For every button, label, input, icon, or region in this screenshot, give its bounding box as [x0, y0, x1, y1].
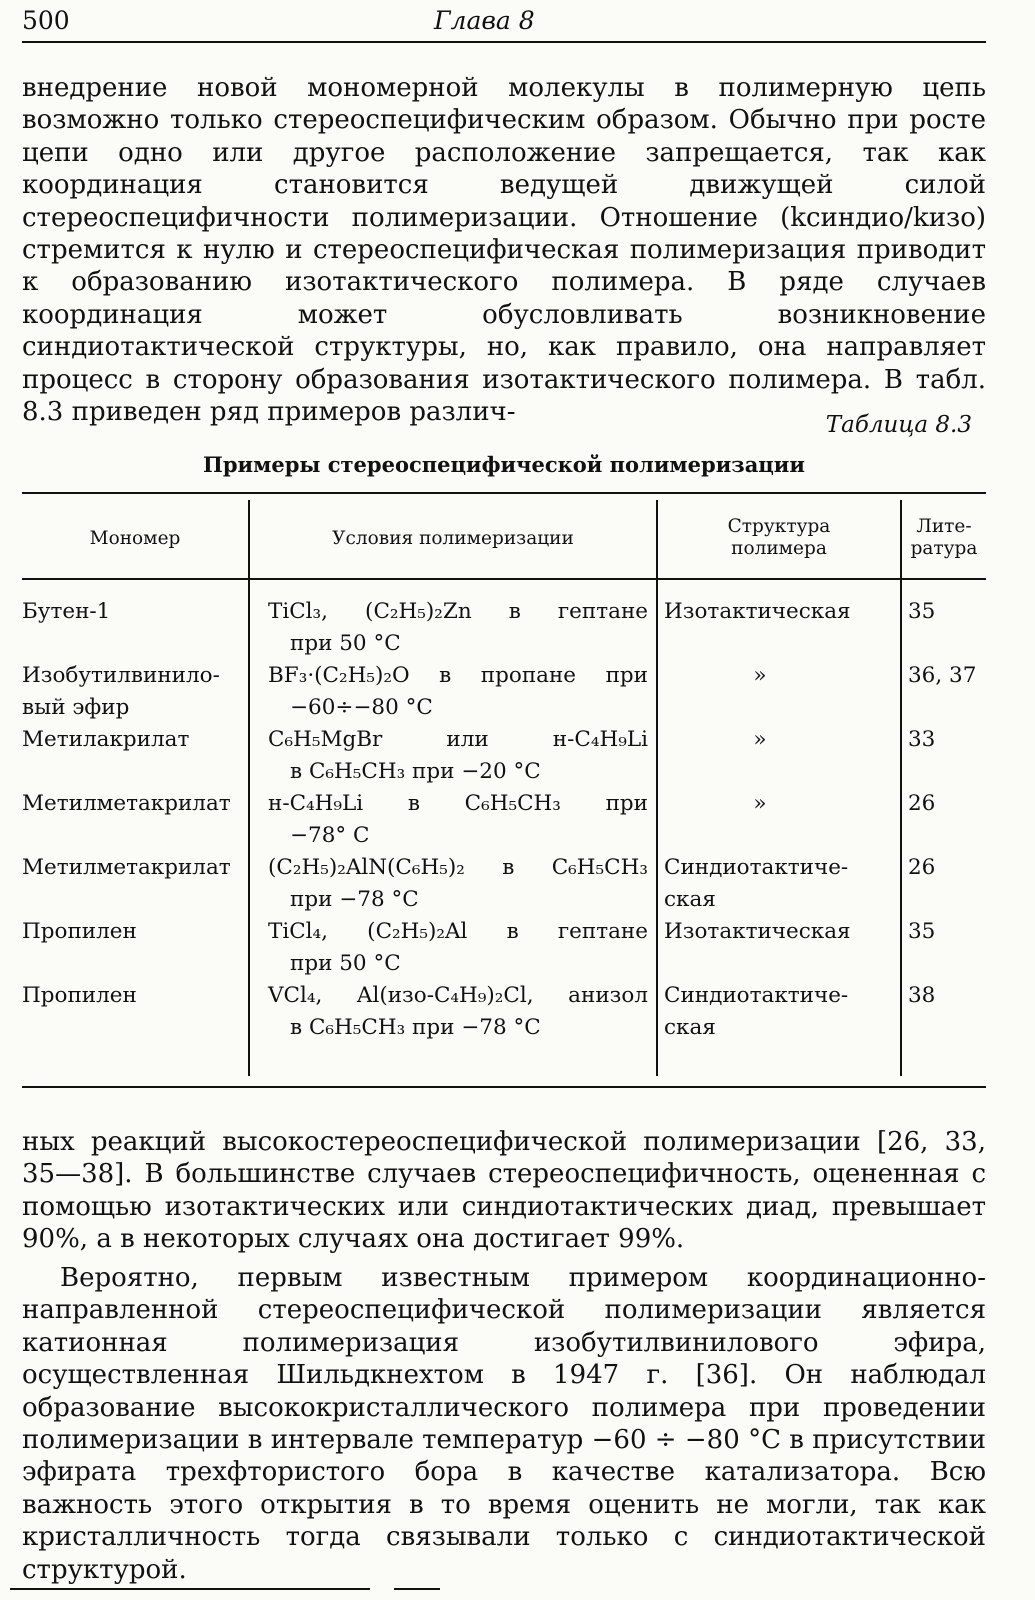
- cell-line: 26: [908, 791, 936, 816]
- cell-line: Пропилен: [22, 983, 137, 1008]
- cell-line: VCl₄, Al(изо-C₄H₉)₂Cl, анизол: [268, 983, 648, 1008]
- cell-line: »: [753, 663, 767, 688]
- cell-structure: [664, 916, 896, 948]
- table-header-rule: [22, 578, 986, 580]
- cell-line: вый эфир: [22, 694, 130, 720]
- header-conditions: Условия полимеризации: [332, 528, 574, 549]
- chapter-title: Глава 8: [434, 6, 535, 35]
- cell-structure: [664, 596, 896, 628]
- paragraph-3: Вероятно, первым известным примером координационно-направленной стереоспецифической полимеризации является катионная полимеризация изобутилвинилового эфира, осуществленная Шильдкнехтом в 1947 г. [36]. Он наблюдал образование высококристаллического полимера при проведении полимеризации в интервале температур −60 ÷ −80 °С в присутствии эфирата трехфтористого бора в качестве катализатора. Всю важность этого открытия в то время оценить не могли, так как кристалличность тогда связывали только с синдиотактической структурой.: [22, 1263, 986, 1585]
- cell-line: при 50 °С: [290, 630, 401, 656]
- cell-line: 35: [908, 599, 936, 624]
- cell-line: »: [753, 791, 767, 816]
- cell-monomer: [22, 660, 246, 723]
- cell-line: »: [753, 727, 767, 752]
- cell-line: 33: [908, 727, 936, 752]
- cell-ref: [908, 596, 986, 628]
- cell-line: Метилметакрилат: [22, 791, 231, 816]
- header-monomer: Мономер: [89, 528, 181, 549]
- header-literature: [902, 516, 986, 560]
- book-page: [22, 0, 986, 1600]
- header-structure-line1: Структура: [727, 516, 831, 537]
- cell-monomer: [22, 980, 246, 1012]
- paragraph-2: ных реакций высокостереоспецифической полимеризации [26, 33, 35—38]. В большинстве случаев стереоспецифичность, оцененная с помощью изотактических или синдиотактических диад, превышает 90%, а в некоторых случаях она достигает 99%.: [22, 1127, 986, 1255]
- cell-conditions: [268, 596, 648, 659]
- cell-structure: [664, 852, 896, 915]
- cell-line: Изотактическая: [664, 599, 851, 624]
- cell-line: Синдиотактиче-: [664, 855, 849, 880]
- header-literature-line1: Лите-: [916, 516, 972, 537]
- cell-line: 36, 37: [908, 663, 977, 688]
- cell-line: в C₆H₅CH₃ при −78 °С: [290, 1014, 541, 1040]
- cell-conditions: [268, 980, 648, 1043]
- cell-line: 38: [908, 983, 936, 1008]
- footer-rule: [10, 1588, 370, 1590]
- running-header: [22, 4, 986, 38]
- cell-monomer: [22, 916, 246, 948]
- cell-structure: [664, 980, 896, 1043]
- cell-line: Бутен-1: [22, 599, 111, 624]
- cell-line: 35: [908, 919, 936, 944]
- cell-line: при −78 °С: [290, 886, 419, 912]
- cell-line: Метилакрилат: [22, 727, 190, 752]
- header-structure-line2: полимера: [731, 538, 827, 559]
- page-number: 500: [22, 6, 70, 35]
- cell-line: 26: [908, 855, 936, 880]
- table-bottom-rule: [22, 1086, 986, 1088]
- cell-line: н-C₄H₉Li в C₆H₅CH₃ при: [268, 791, 648, 816]
- paragraph-1: внедрение новой мономерной молекулы в полимерную цепь возможно только стереоспецифическим образом. Обычно при росте цепи одно или другое расположение запрещается, так как координация становится ведущей движущей силой стереоспецифичности полимеризации. Отношение (kсиндио/kизо) стремится к нулю и стереоспецифическая полимеризация приводит к образованию изотактического полимера. В ряде случаев координация может обусловливать возникновение синдиотактической структуры, но, как правило, она направляет процесс в сторону образования изотактического полимера. В табл. 8.3 приведен ряд примеров различ-: [22, 73, 986, 428]
- cell-line: BF₃·(C₂H₅)₂O в пропане при: [268, 663, 648, 688]
- cell-line: в C₆H₅CH₃ при −20 °С: [290, 758, 541, 784]
- cell-monomer: [22, 852, 246, 884]
- cell-structure: [664, 788, 896, 820]
- header-structure: [658, 516, 900, 560]
- cell-monomer: [22, 788, 246, 820]
- cell-line: TiCl₄, (C₂H₅)₂Al в гептане: [268, 919, 648, 944]
- cell-conditions: [268, 660, 648, 723]
- header-literature-line2: ратура: [910, 538, 978, 559]
- cell-conditions: [268, 916, 648, 979]
- cell-line: TiCl₃, (C₂H₅)₂Zn в гептане: [268, 599, 648, 624]
- column-divider: [248, 500, 250, 1076]
- cell-line: ская: [664, 1014, 716, 1040]
- cell-monomer: [22, 596, 246, 628]
- table-label: Таблица 8.3: [825, 412, 972, 438]
- table-title: Примеры стереоспецифической полимеризации: [203, 452, 805, 477]
- cell-line: Пропилен: [22, 919, 137, 944]
- table-top-rule: [22, 492, 986, 494]
- polymerization-table: [22, 492, 986, 1090]
- cell-line: (C₂H₅)₂AlN(C₆H₅)₂ в C₆H₅CH₃: [268, 855, 648, 880]
- cell-conditions: [268, 788, 648, 851]
- cell-ref: [908, 724, 986, 756]
- cell-line: Синдиотактиче-: [664, 983, 849, 1008]
- cell-ref: [908, 980, 986, 1012]
- cell-conditions: [268, 724, 648, 787]
- header-rule: [22, 41, 986, 43]
- column-divider: [900, 500, 902, 1076]
- column-divider: [656, 500, 658, 1076]
- cell-line: при 50 °С: [290, 950, 401, 976]
- cell-line: −78° С: [290, 822, 370, 848]
- cell-line: ская: [664, 886, 716, 912]
- cell-structure: [664, 660, 896, 692]
- cell-line: Изотактическая: [664, 919, 851, 944]
- cell-line: −60÷−80 °С: [290, 694, 433, 720]
- cell-line: C₆H₅MgBr или н-C₄H₉Li: [268, 727, 648, 752]
- cell-line: Метилметакрилат: [22, 855, 231, 880]
- cell-line: Изобутилвинило-: [22, 663, 220, 688]
- cell-ref: [908, 916, 986, 948]
- cell-ref: [908, 788, 986, 820]
- cell-monomer: [22, 724, 246, 756]
- footer-rule-short: [394, 1588, 440, 1590]
- cell-structure: [664, 724, 896, 756]
- cell-conditions: [268, 852, 648, 915]
- cell-ref: [908, 852, 986, 884]
- cell-ref: [908, 660, 986, 692]
